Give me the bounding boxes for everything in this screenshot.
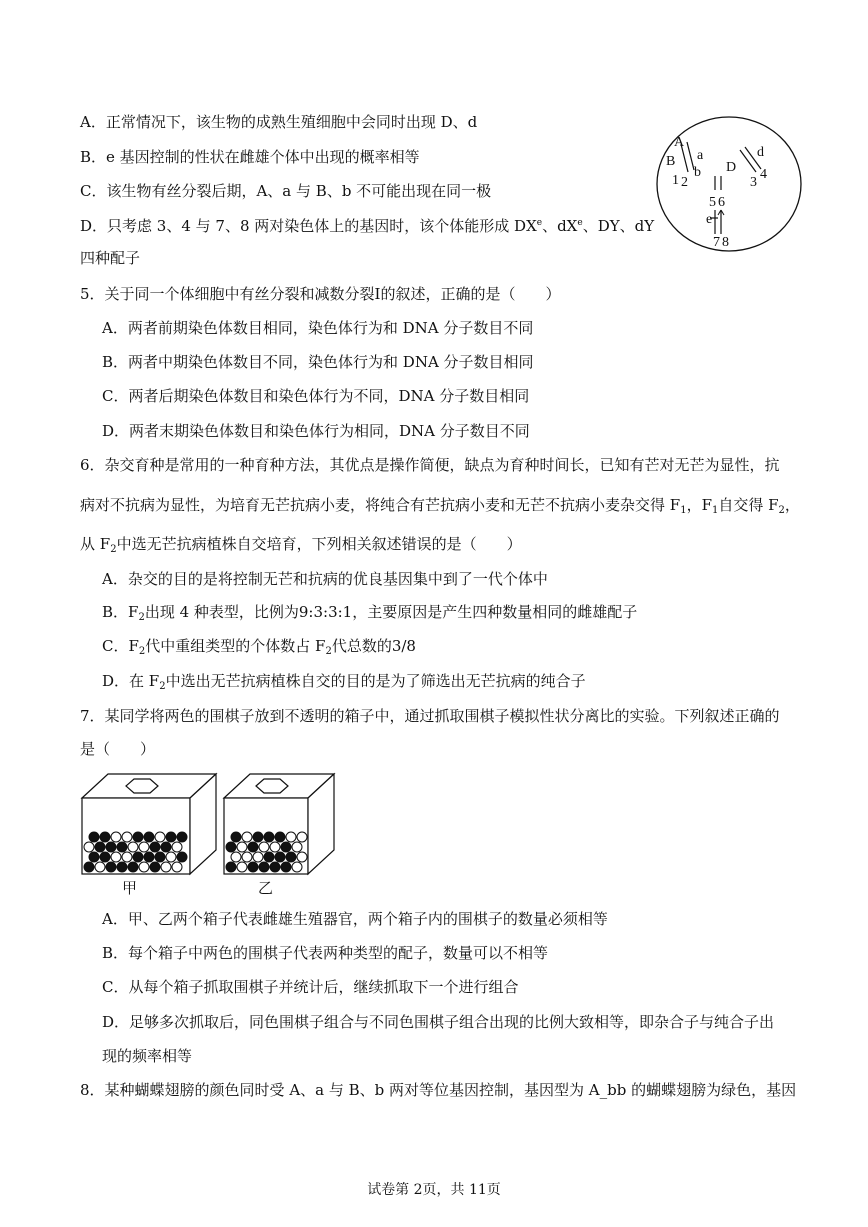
black-stone bbox=[144, 852, 154, 862]
white-stone bbox=[292, 862, 302, 872]
black-stone bbox=[253, 832, 263, 842]
subscript: 2 bbox=[778, 505, 785, 516]
page-footer: 试卷第 2页，共 11页 bbox=[367, 1182, 501, 1198]
subscript: 2 bbox=[138, 646, 146, 657]
white-stone bbox=[286, 832, 296, 842]
white-stone bbox=[122, 832, 132, 842]
white-stone bbox=[253, 852, 263, 862]
q4-option-a: A．正常情况下，该生物的成熟生殖细胞中会同时出现 D、d bbox=[80, 113, 478, 131]
q6-option-c bbox=[102, 636, 416, 656]
white-stone bbox=[166, 852, 176, 862]
black-stone bbox=[150, 862, 160, 872]
q6-stem-text: 从 F bbox=[80, 535, 111, 553]
black-stone bbox=[133, 852, 143, 862]
chromosome-number: 7 bbox=[713, 235, 720, 250]
black-stone bbox=[248, 842, 258, 852]
black-stone bbox=[166, 832, 176, 842]
q6-stem-text: 病对不抗病为显性，为培育无芒抗病小麦，将纯合有芒抗病小麦和无芒不抗病小麦杂交得 F bbox=[80, 496, 681, 514]
white-stone bbox=[155, 832, 165, 842]
black-stone bbox=[281, 862, 291, 872]
white-stone bbox=[95, 862, 105, 872]
q6-stem-line3 bbox=[80, 534, 522, 554]
black-stone bbox=[264, 832, 274, 842]
white-stone bbox=[111, 832, 121, 842]
q7-option-b: B．每个箱子中两色的围棋子代表两种类型的配子，数量可以不相等 bbox=[102, 944, 549, 962]
white-stone bbox=[172, 842, 182, 852]
white-stone bbox=[84, 842, 94, 852]
white-stone bbox=[242, 852, 252, 862]
black-stone bbox=[177, 832, 187, 842]
white-stone bbox=[139, 842, 149, 852]
white-stone bbox=[172, 862, 182, 872]
q5-option-d: D．两者末期染色体数目和染色体行为相同，DNA 分子数目不同 bbox=[102, 422, 530, 440]
gene-label: d bbox=[757, 145, 764, 160]
subscript: 1 bbox=[711, 505, 719, 516]
black-stone bbox=[89, 832, 99, 842]
q7-option-c: C．从每个箱子抓取围棋子并统计后，继续抓取下一个进行组合 bbox=[102, 978, 519, 996]
black-stone bbox=[100, 832, 110, 842]
chromosome-2 bbox=[687, 142, 694, 170]
q6-option-b bbox=[102, 602, 637, 622]
white-stone bbox=[270, 842, 280, 852]
q6-stem-line2 bbox=[80, 495, 800, 515]
black-stone bbox=[106, 842, 116, 852]
chromosome-number: 4 bbox=[760, 167, 767, 182]
white-stone bbox=[122, 852, 132, 862]
black-stone bbox=[275, 832, 285, 842]
q7-option-d-line2: 现的频率相等 bbox=[102, 1047, 193, 1065]
black-stone bbox=[259, 862, 269, 872]
black-stone bbox=[286, 852, 296, 862]
gene-label: B bbox=[666, 154, 676, 169]
chromosome-number: 8 bbox=[722, 235, 729, 250]
black-stone bbox=[281, 842, 291, 852]
chromosome-number: 5 bbox=[709, 195, 716, 210]
superscript: e bbox=[577, 218, 583, 228]
black-stone bbox=[270, 862, 280, 872]
chromosome-number: 2 bbox=[681, 175, 688, 190]
black-stone bbox=[226, 862, 236, 872]
q4-option-d bbox=[80, 216, 654, 236]
q6-option-d bbox=[102, 671, 586, 691]
black-stone bbox=[161, 842, 171, 852]
black-stone bbox=[155, 852, 165, 862]
q6-option-c-text: 代中重组类型的个体数占 F bbox=[145, 637, 326, 655]
white-stone bbox=[259, 842, 269, 852]
q6-option-c-text: C．F bbox=[102, 637, 139, 655]
chromosome-number: 1 bbox=[672, 173, 679, 188]
black-stone bbox=[117, 842, 127, 852]
subscript: 1 bbox=[680, 505, 687, 516]
q6-stem-line1: 6．杂交育种是常用的一种育种方法，其优点是操作简便，缺点为育种时间长，已知有芒对无芒为显性，抗 bbox=[80, 456, 780, 474]
box-label-yi: 乙 bbox=[258, 879, 274, 897]
q5-option-c: C．两者后期染色体数目和染色体行为不同，DNA 分子数目相同 bbox=[102, 387, 530, 405]
white-stone bbox=[139, 862, 149, 872]
q6-option-c-text: 代总数的3/8 bbox=[331, 637, 416, 655]
white-stone bbox=[237, 862, 247, 872]
q7-option-d-line1: D．足够多次抓取后，同色围棋子组合与不同色围棋子组合出现的比例大致相等，即杂合子与纯合子出 bbox=[102, 1013, 775, 1031]
black-stone bbox=[100, 852, 110, 862]
q6-stem-text: 自交得 F bbox=[718, 496, 779, 514]
two-boxes-figure bbox=[78, 770, 358, 898]
box-label-jia: 甲 bbox=[122, 879, 138, 897]
black-stone bbox=[95, 842, 105, 852]
q4-option-d-text2: 、dX bbox=[542, 217, 578, 235]
white-stone bbox=[111, 852, 121, 862]
white-stone bbox=[242, 832, 252, 842]
q6-stem-text: ，F bbox=[686, 496, 712, 514]
q4-option-d-text3: 、DY、dY bbox=[582, 217, 655, 235]
gene-label: e bbox=[706, 212, 713, 227]
gene-label: A bbox=[674, 135, 685, 150]
white-stone bbox=[231, 852, 241, 862]
black-stone bbox=[117, 862, 127, 872]
box-jia bbox=[82, 774, 216, 874]
black-stone bbox=[248, 862, 258, 872]
box-yi bbox=[224, 774, 334, 874]
subscript: 2 bbox=[110, 544, 117, 555]
gene-label: b bbox=[694, 165, 701, 180]
subscript: 2 bbox=[159, 681, 166, 692]
black-stone bbox=[231, 832, 241, 842]
black-stone bbox=[106, 862, 116, 872]
q6-option-a: A．杂交的目的是将控制无芒和抗病的优良基因集中到了一代个体中 bbox=[102, 570, 548, 588]
q6-stem-text: 中选无芒抗病植株自交培育，下列相关叙述错误的是（ ） bbox=[116, 535, 522, 553]
q6-option-d-text: 中选出无芒抗病植株自交的目的是为了筛选出无芒抗病的纯合子 bbox=[165, 672, 586, 690]
black-stone bbox=[128, 862, 138, 872]
gene-label: a bbox=[697, 148, 704, 163]
black-stone bbox=[89, 852, 99, 862]
black-stone bbox=[275, 852, 285, 862]
subscript: 2 bbox=[325, 646, 332, 657]
chromosome-3 bbox=[740, 150, 756, 172]
black-stone bbox=[84, 862, 94, 872]
black-stone bbox=[133, 832, 143, 842]
cell-chromosome-figure bbox=[654, 114, 804, 254]
white-stone bbox=[292, 842, 302, 852]
q6-option-b-text: B．F bbox=[102, 603, 139, 621]
white-stone bbox=[237, 842, 247, 852]
gene-label: D bbox=[726, 160, 737, 175]
q7-stem-line2: 是（ ） bbox=[80, 740, 156, 758]
white-stone bbox=[161, 862, 171, 872]
q5-stem: 5．关于同一个体细胞中有丝分裂和减数分裂Ⅰ的叙述，正确的是（ ） bbox=[80, 285, 561, 303]
black-stone bbox=[264, 852, 274, 862]
chromosome-number: 3 bbox=[750, 175, 757, 190]
q6-stem-text: ， bbox=[784, 496, 800, 514]
q7-stem-line1: 7．某同学将两色的围棋子放到不透明的箱子中，通过抓取围棋子模拟性状分离比的实验。下列叙述正确的 bbox=[80, 707, 780, 725]
q4-option-c: C．该生物有丝分裂后期，A、a 与 B、b 不可能出现在同一极 bbox=[80, 182, 492, 200]
chromosome-number: 6 bbox=[718, 195, 725, 210]
q5-option-a: A．两者前期染色体数目相同，染色体行为和 DNA 分子数目不同 bbox=[102, 319, 534, 337]
superscript: e bbox=[536, 218, 543, 228]
q4-option-d-continued: 四种配子 bbox=[80, 249, 141, 267]
q4-option-b: B．e 基因控制的性状在雌雄个体中出现的概率相等 bbox=[80, 148, 420, 166]
black-stone bbox=[177, 852, 187, 862]
q8-stem-line1: 8．某种蝴蝶翅膀的颜色同时受 A、a 与 B、b 两对等位基因控制，基因型为 A_bb 的蝴蝶翅膀为绿色，基因 bbox=[80, 1081, 797, 1099]
white-stone bbox=[297, 832, 307, 842]
white-stone bbox=[128, 842, 138, 852]
white-stone bbox=[297, 852, 307, 862]
black-stone bbox=[144, 832, 154, 842]
black-stone bbox=[226, 842, 236, 852]
q4-option-d-text1: D．只考虑 3、4 与 7、8 两对染色体上的基因时，该个体能形成 DX bbox=[80, 217, 537, 235]
subscript: 2 bbox=[138, 612, 145, 623]
q6-option-b-text: 出现 4 种表型，比例为9:3:3:1，主要原因是产生四种数量相同的雌雄配子 bbox=[144, 603, 638, 621]
black-stone bbox=[150, 842, 160, 852]
q6-option-d-text: D．在 F bbox=[102, 672, 160, 690]
q7-option-a: A．甲、乙两个箱子代表雌雄生殖器官，两个箱子内的围棋子的数量必须相等 bbox=[102, 910, 608, 928]
q5-option-b: B．两者中期染色体数目不同，染色体行为和 DNA 分子数目相同 bbox=[102, 353, 534, 371]
